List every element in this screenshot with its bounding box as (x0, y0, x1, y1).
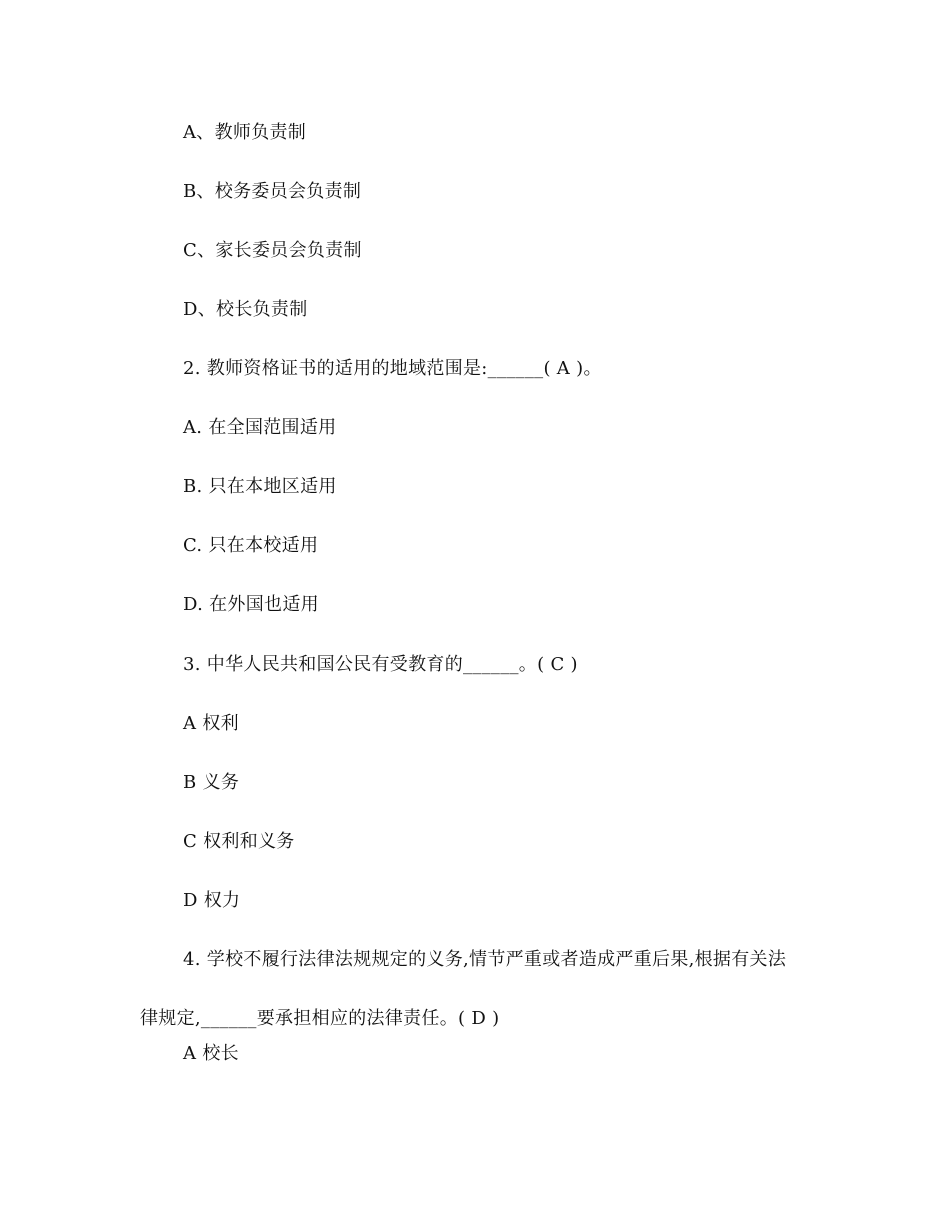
question-3: 3. 中华人民共和国公民有受教育的______。( C ) (183, 654, 578, 675)
option-a-teacher-responsibility: A、教师负责制 (183, 122, 307, 143)
question-3-option-a: A 权利 (183, 713, 239, 734)
question-4-line-2: 律规定,______要承担相应的法律责任。( D ) (140, 1008, 500, 1029)
question-2-option-a: A. 在全国范围适用 (183, 417, 337, 438)
option-c-parent-committee-responsibility: C、家长委员会负责制 (183, 240, 362, 261)
question-3-option-d: D 权力 (183, 890, 241, 911)
question-4-line-1: 4. 学校不履行法律法规规定的义务,情节严重或者造成严重后果,根据有关法 (183, 949, 787, 970)
question-2-option-d: D. 在外国也适用 (183, 594, 319, 615)
question-4-option-a: A 校长 (183, 1043, 239, 1064)
question-2-option-b: B. 只在本地区适用 (183, 476, 337, 497)
question-2-option-c: C. 只在本校适用 (183, 535, 319, 556)
option-b-school-committee-responsibility: B、校务委员会负责制 (183, 181, 362, 202)
question-3-option-b: B 义务 (183, 772, 240, 793)
question-3-option-c: C 权利和义务 (183, 831, 295, 852)
option-d-principal-responsibility: D、校长负责制 (183, 299, 308, 320)
question-4 (140, 948, 820, 1031)
question-2: 2. 教师资格证书的适用的地域范围是:______( A )。 (183, 358, 602, 379)
